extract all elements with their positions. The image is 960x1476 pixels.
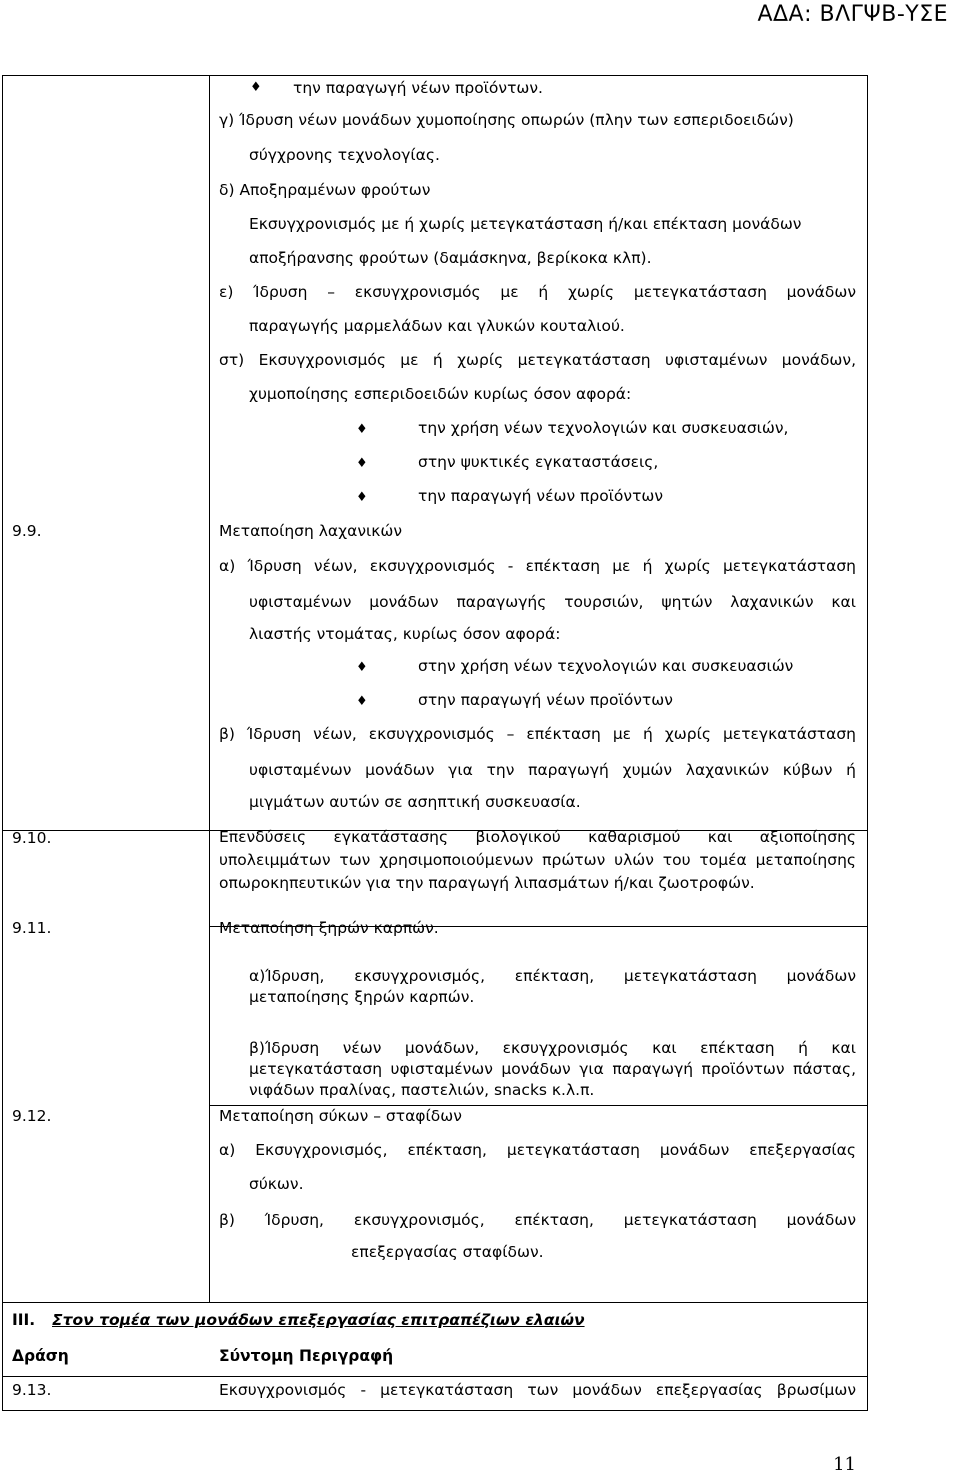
item-gamma-line: σύγχρονης τεχνολογίας. (249, 146, 440, 164)
bullet-text: την παραγωγή νέων προϊόντων (418, 487, 664, 505)
bullet-icon (356, 488, 368, 508)
item-a-line: α) Εκσυγχρονισμός, επέκταση, μετεγκατάσταση μονάδων επεξεργασίας (219, 1141, 856, 1159)
item-a-line: σύκων. (249, 1175, 304, 1193)
item-b-line: β) Ίδρυση, εκσυγχρονισμός, επέκταση, μετεγκατάσταση μονάδων (219, 1211, 856, 1229)
bullet-icon (250, 78, 262, 98)
column-divider (209, 76, 210, 1302)
item-delta-line: δ) Αποξηραμένων φρούτων (219, 181, 431, 199)
row-description: Εκσυγχρονισμός - μετεγκατάσταση των μονάδων επεξεργασίας βρωσίμων (219, 1381, 856, 1399)
item-gamma-line: γ) Ίδρυση νέων μονάδων χυμοποίησης οπωρών (πλην των εσπεριδοειδών) (219, 111, 794, 129)
document-code-header: ΑΔΑ: ΒΛΓΨΒ-ΥΣΕ (757, 2, 948, 27)
item-epsilon-line: παραγωγής μαρμελάδων και γλυκών κουταλιού. (249, 317, 625, 335)
section-title: Μεταποίηση ξηρών καρπών. (219, 919, 439, 937)
item-st-line: στ) Εκσυγχρονισμός με ή χωρίς μετεγκατάσταση υφισταμένων μονάδων, (219, 351, 856, 369)
row-divider (3, 1302, 867, 1303)
item-delta-line: Εκσυγχρονισμός με ή χωρίς μετεγκατάσταση ή/και επέκταση μονάδων (249, 215, 802, 233)
page-number: 11 (833, 1454, 856, 1475)
item-b-line: επεξεργασίας σταφίδων. (351, 1243, 544, 1261)
bullet-icon (356, 420, 368, 440)
bullet-text: στην παραγωγή νέων προϊόντων (418, 691, 673, 709)
section-title: Μεταποίηση σύκων – σταφίδων (219, 1107, 462, 1125)
item-a-line: υφισταμένων μονάδων παραγωγής τουρσιών, ψητών λαχανικών και (249, 593, 856, 611)
item-a-text: α)Ίδρυση, εκσυγχρονισμός, επέκταση, μετεγκατάσταση μονάδων μεταποίησης ξηρών καρπών. (249, 967, 856, 1006)
item-a-line: λιαστής ντομάτας, κυρίως όσον αφορά: (249, 625, 561, 643)
bullet-icon (356, 658, 368, 678)
item-b-text: β)Ίδρυση νέων μονάδων, εκσυγχρονισμός και επέκταση ή και μετεγκατάσταση υφισταμένων μονάδων για παραγωγή προϊόντων πάστας, νιφάδων πραλίνας, παστελιών, snacks κ.λ.π. (249, 1039, 856, 1099)
item-st-line: χυμοποίησης εσπεριδοειδών κυρίως όσον αφορά: (249, 385, 632, 403)
item-b-line: μιγμάτων αυτών σε ασηπτική συσκευασία. (249, 793, 581, 811)
section-number: 9.12. (12, 1107, 52, 1125)
item-b-line: υφισταμένων μονάδων για την παραγωγή χυμών λαχανικών κύβων ή (249, 761, 856, 779)
section-number: 9.11. (12, 919, 52, 937)
item-delta-line: αποξήρανσης φρούτων (δαμάσκηνα, βερίκοκα κλπ). (249, 249, 652, 267)
bullet-text: την παραγωγή νέων προϊόντων. (293, 79, 543, 97)
section-roman-numeral: ΙΙΙ. (12, 1311, 36, 1329)
bullet-text: στην χρήση νέων τεχνολογιών και συσκευασιών (418, 657, 794, 675)
item-a-line: α) Ίδρυση νέων, εκσυγχρονισμός - επέκταση με ή χωρίς μετεγκατάσταση (219, 557, 856, 575)
row-divider (3, 1376, 867, 1377)
column-header-description: Σύντομη Περιγραφή (219, 1347, 394, 1365)
bullet-icon (356, 454, 368, 474)
section-number: 9.10. (12, 829, 52, 847)
item-epsilon-line: ε) Ίδρυση – εκσυγχρονισμός με ή χωρίς μετεγκατάσταση μονάδων (219, 283, 856, 301)
section-number: 9.9. (12, 522, 42, 540)
bullet-icon (356, 692, 368, 712)
section-text: Επενδύσεις εγκατάστασης βιολογικού καθαρισμού και αξιοποίησης υπολειμμάτων των χρησιμοποιούμενων πρώτων υλών του τομέα μεταποίησης οπωροκηπευτικών για την παραγωγή λιπασμάτων ή/και ζωοτροφών. (219, 828, 856, 892)
column-header-action: Δράση (12, 1347, 69, 1365)
item-b-line: β) Ίδρυση νέων, εκσυγχρονισμός – επέκταση με ή χωρίς μετεγκατάσταση (219, 725, 856, 743)
section-heading: Στον τομέα των μονάδων επεξεργασίας επιτραπέζιων ελαιών (52, 1311, 585, 1329)
bullet-text: την χρήση νέων τεχνολογιών και συσκευασιών, (418, 419, 789, 437)
bullet-text: στην ψυκτικές εγκαταστάσεις, (418, 453, 659, 471)
section-title: Μεταποίηση λαχανικών (219, 522, 402, 540)
section-number: 9.13. (12, 1381, 52, 1399)
